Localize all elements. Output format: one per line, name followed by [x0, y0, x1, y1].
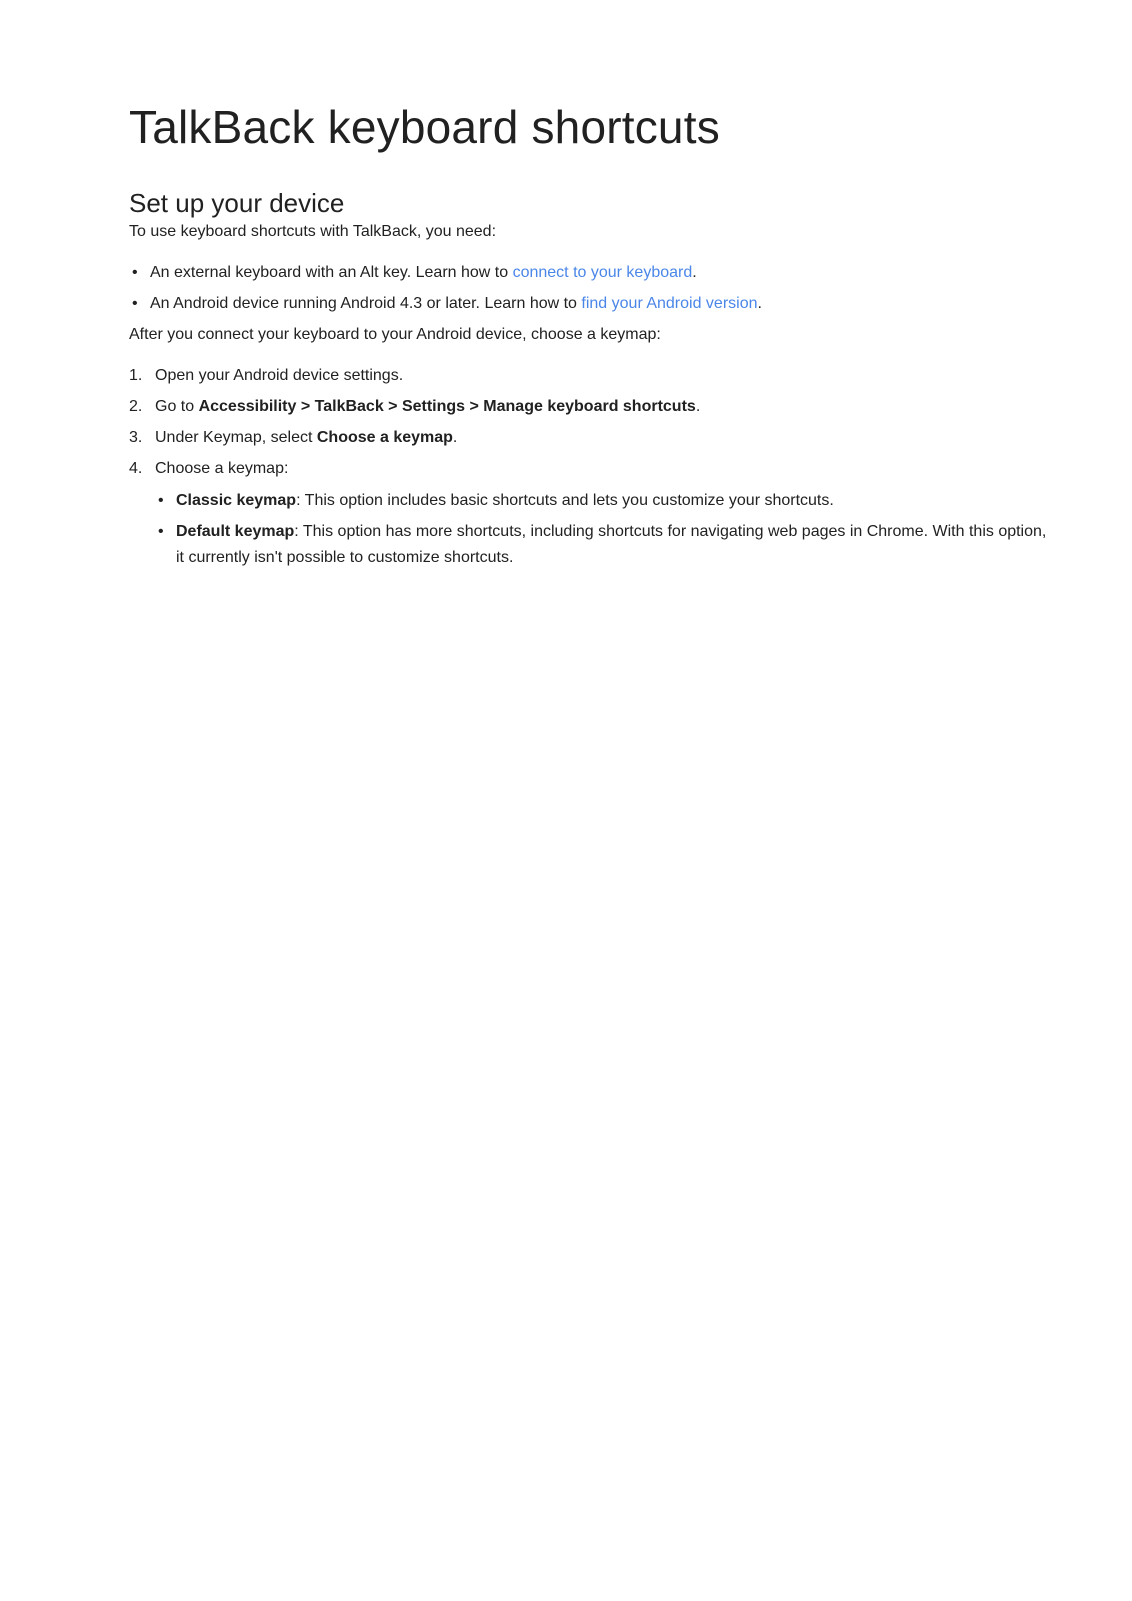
- after-paragraph: After you connect your keyboard to your Android device, choose a keymap:: [129, 326, 661, 343]
- keymap-options-list: [155, 488, 1049, 571]
- step-number: 4.: [129, 460, 143, 477]
- list-item: [129, 261, 1049, 285]
- requirement-tail: .: [692, 264, 697, 281]
- step-item: [129, 364, 1049, 388]
- intro-paragraph: To use keyboard shortcuts with TalkBack, you need:: [129, 223, 497, 240]
- step-tail: .: [695, 398, 701, 415]
- requirements-list: [129, 261, 1049, 316]
- keymap-option: [155, 488, 1049, 514]
- step-text: Under Keymap, select: [155, 429, 317, 446]
- step-item: [129, 426, 1049, 450]
- step-text: Go to: [155, 398, 199, 415]
- step-item: [129, 457, 1049, 571]
- section-heading: Set up your device: [129, 188, 345, 218]
- step-number: 1.: [129, 367, 143, 384]
- page-title: TalkBack keyboard shortcuts: [129, 101, 720, 153]
- step-number: 3.: [129, 429, 143, 446]
- settings-path: Accessibility > TalkBack > Settings > Manage keyboard shortcuts: [198, 398, 696, 415]
- requirement-text: An Android device running Android 4.3 or later. Learn how to: [150, 295, 582, 312]
- keymap-description: : This option has more shortcuts, including shortcuts for navigating web pages in Chrome. With this option, it currently isn't possible to customize shortcuts.: [176, 523, 1047, 566]
- step-tail: .: [452, 429, 458, 446]
- steps-list: [129, 364, 1049, 571]
- requirement-text: An external keyboard with an Alt key. Learn how to: [150, 264, 513, 281]
- keymap-name: Classic keymap: [176, 492, 297, 509]
- choose-keymap-label: Choose a keymap: [316, 429, 453, 446]
- document-page: [129, 96, 1049, 578]
- requirement-tail: .: [757, 295, 762, 312]
- keymap-description: : This option includes basic shortcuts and lets you customize your shortcuts.: [296, 492, 834, 509]
- step-number: 2.: [129, 398, 143, 415]
- find-android-version-link[interactable]: find your Android version: [581, 295, 758, 312]
- keymap-option: [155, 519, 1049, 571]
- step-item: [129, 395, 1049, 419]
- step-text: Choose a keymap:: [155, 460, 289, 477]
- connect-keyboard-link[interactable]: connect to your keyboard: [512, 264, 693, 281]
- list-item: [129, 292, 1049, 316]
- keymap-name: Default keymap: [176, 523, 295, 540]
- step-text: Open your Android device settings.: [155, 367, 404, 384]
